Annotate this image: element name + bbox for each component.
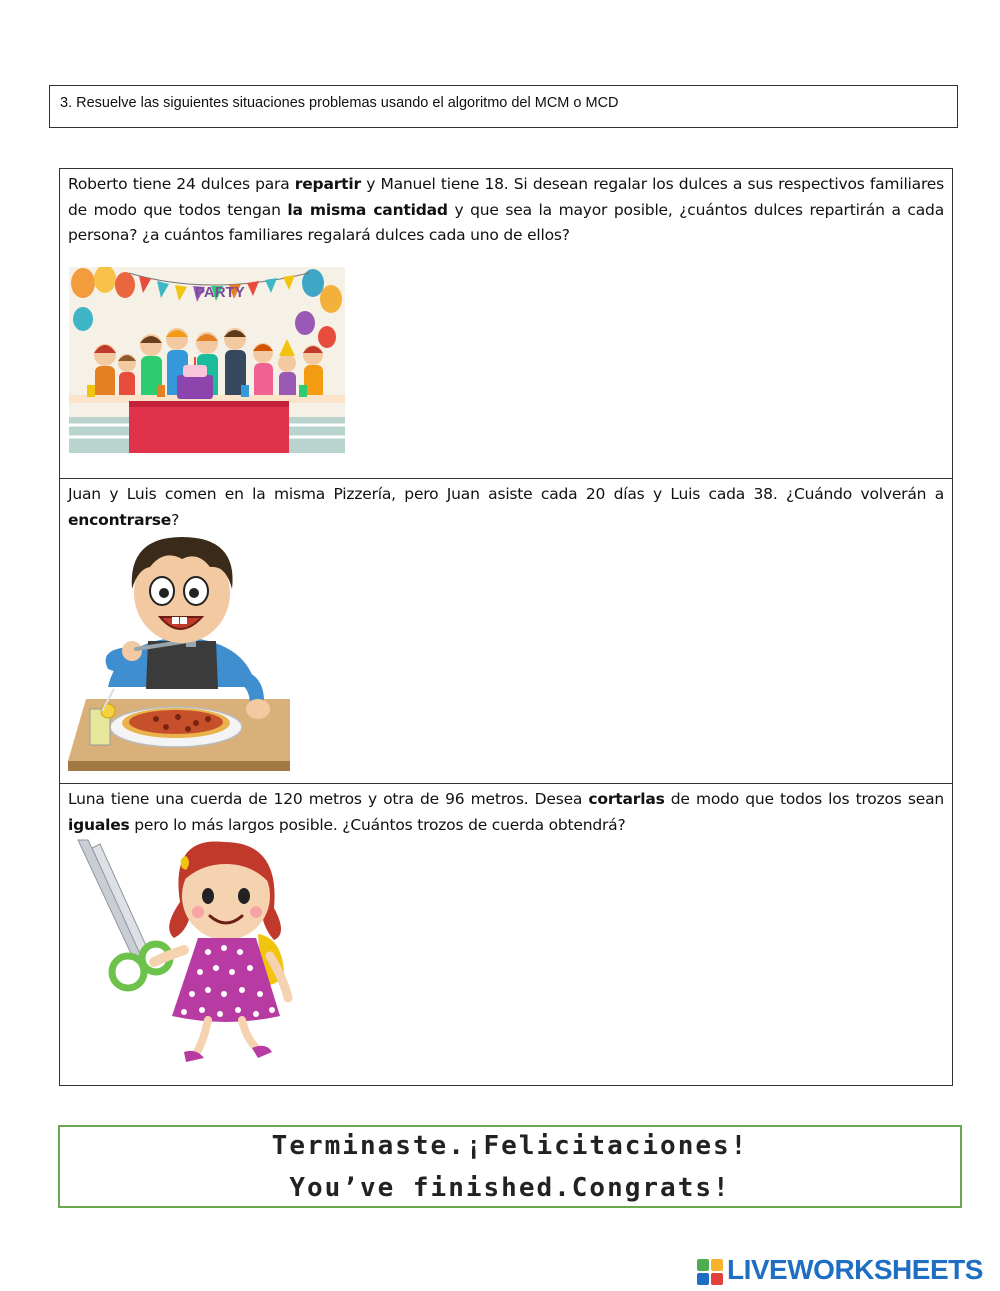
- problem-2-keyword: encontrarse: [68, 510, 172, 529]
- problem-3-text-segment: pero lo más largos posible. ¿Cuántos trozos de cuerda obtendrá?: [129, 815, 626, 834]
- problem-1-text-segment: y Manuel tiene 18. Si desean regalar los dulces a sus respectivos familiares de modo que todos tengan: [68, 175, 944, 219]
- congrats-line-english: You’ve finished.Congrats!: [289, 1173, 731, 1203]
- problem-3-keyword: cortarlas: [588, 790, 665, 808]
- boy-eating-pizza-illustration: [68, 529, 298, 774]
- instruction-text: 3. Resuelve las siguientes situaciones problemas usando el algoritmo del MCM o MCD: [60, 95, 619, 111]
- girl-with-scissors-illustration: [74, 838, 304, 1070]
- party-illustration: [69, 267, 345, 453]
- party-banner-text: PARTY: [195, 284, 245, 301]
- problem-3-keyword: iguales: [68, 815, 130, 834]
- problem-cell-3: [60, 783, 952, 1085]
- problem-1-text-segment: y que sea la mayor posible, ¿cuántos dulces repartirán a cada persona? ¿a cuántos familiares regalará dulces cada uno de ellos?: [68, 200, 944, 244]
- problem-1-text-segment: Roberto tiene 24 dulces para: [68, 175, 295, 193]
- instruction-box: [49, 85, 958, 128]
- liveworksheets-wordmark: LIVEWORKSHEETS: [727, 1254, 983, 1285]
- problem-cell-2: [60, 478, 952, 783]
- problem-cell-1: [60, 169, 952, 478]
- problems-table: [59, 168, 953, 1086]
- liveworksheets-brand[interactable]: [697, 1254, 997, 1288]
- problem-1-text: [68, 172, 944, 249]
- problem-2-text-segment: ?: [171, 510, 180, 529]
- problem-2-text: [68, 482, 944, 533]
- problem-2-text-segment: Juan y Luis comen en la misma Pizzería, pero Juan asiste cada 20 días y Luis cada 38. ¿Cuándo volverán a: [68, 485, 944, 503]
- problem-3-text: [68, 787, 944, 838]
- congrats-line-spanish: Terminaste.¡Felicitaciones!: [271, 1131, 749, 1161]
- liveworksheets-logo-icon: [697, 1259, 723, 1285]
- problem-1-keyword: la misma cantidad: [287, 200, 448, 219]
- problem-3-text-segment: de modo que todos los trozos sean: [664, 790, 945, 808]
- problem-1-keyword: repartir: [294, 175, 361, 193]
- congrats-banner: [58, 1125, 962, 1208]
- problem-3-text-segment: Luna tiene una cuerda de 120 metros y otra de 96 metros. Desea: [68, 790, 589, 808]
